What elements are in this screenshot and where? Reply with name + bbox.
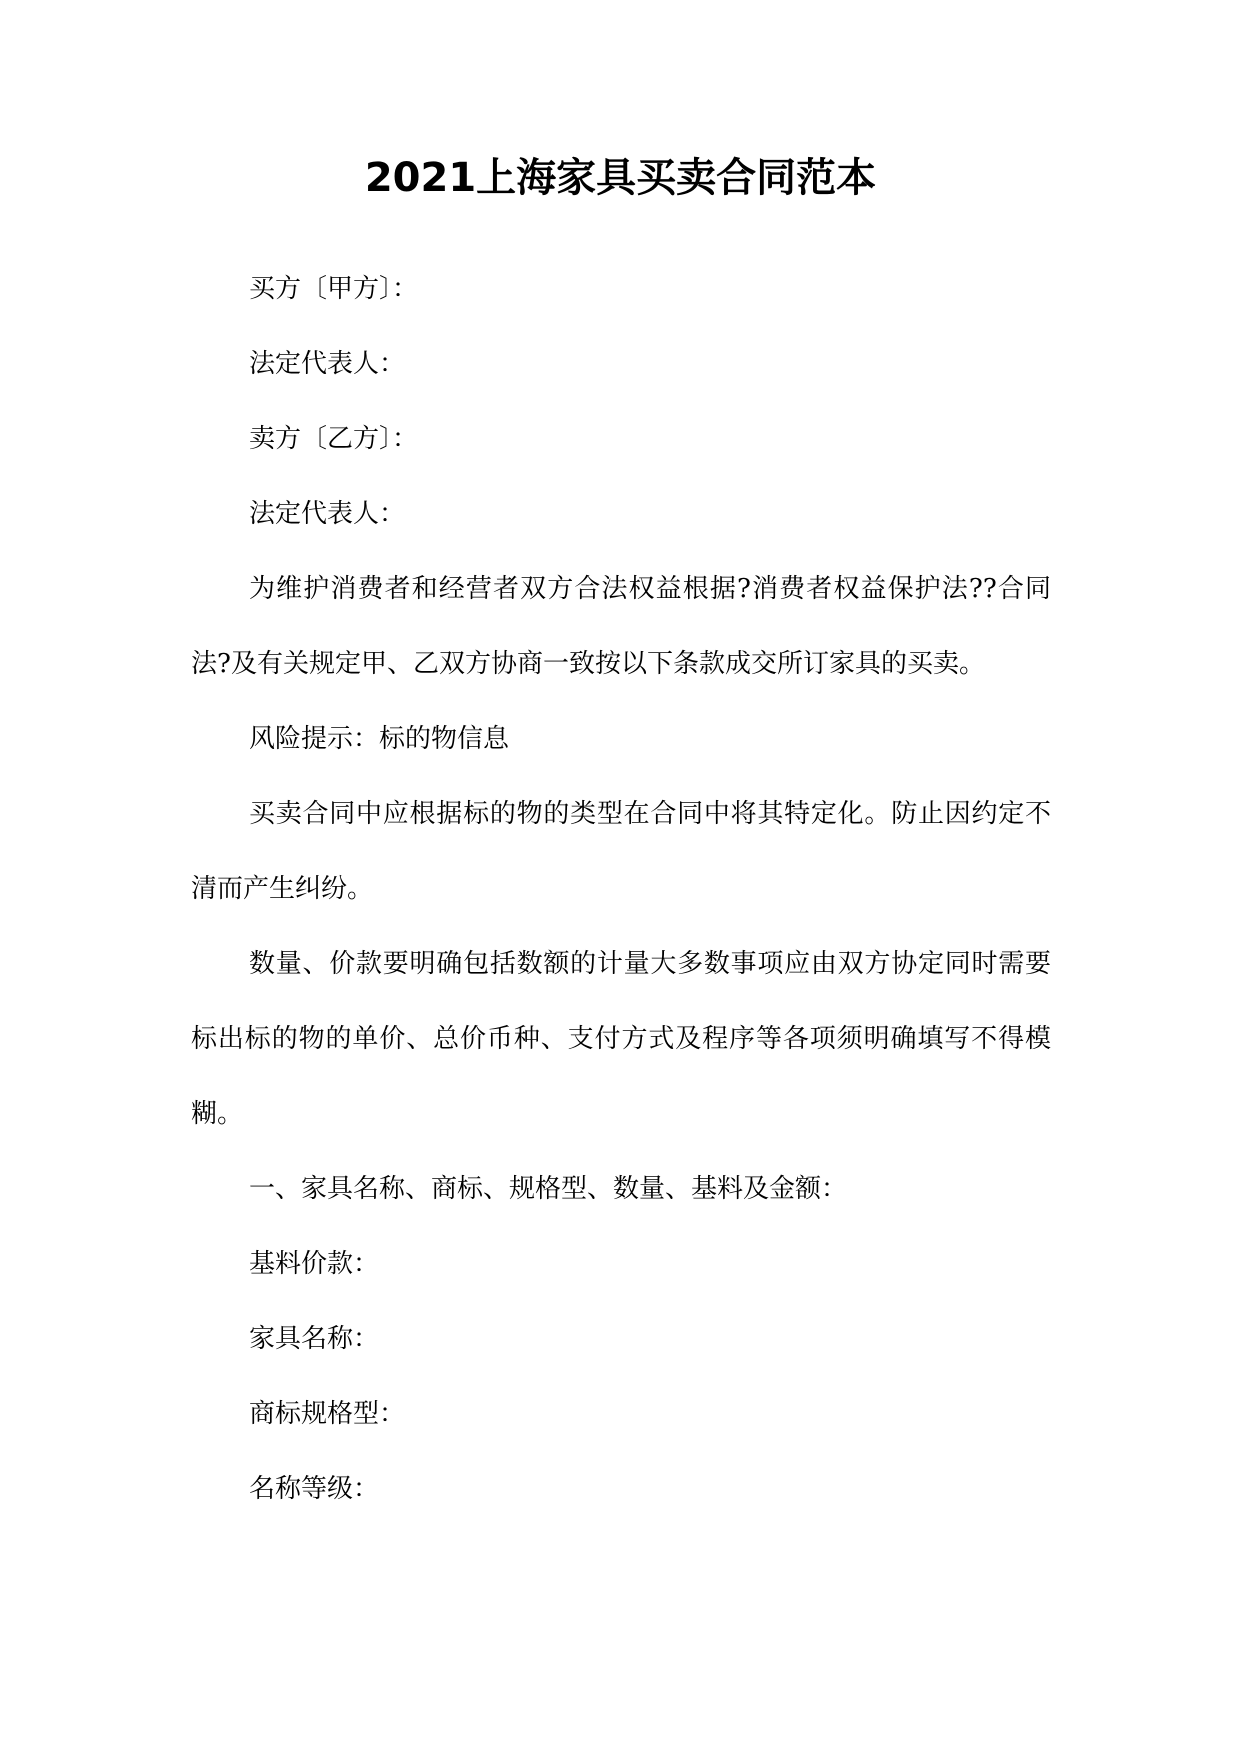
seller-line: 卖方〔乙方〕： bbox=[249, 424, 419, 454]
section-1-heading: 一、家具名称、商标、规格型、数量、基料及金额： bbox=[249, 1174, 848, 1204]
name-grade-line: 名称等级： bbox=[249, 1474, 380, 1504]
buyer-line: 买方〔甲方〕： bbox=[249, 274, 419, 304]
buyer-legal-representative-line: 法定代表人： bbox=[249, 349, 406, 379]
document-title: 2021上海家具买卖合同范本 bbox=[364, 155, 877, 201]
trademark-spec-line: 商标规格型： bbox=[249, 1399, 406, 1429]
seller-legal-representative-line: 法定代表人： bbox=[249, 499, 406, 529]
document-body bbox=[191, 252, 1051, 1527]
preamble-paragraph: 为维护消费者和经营者双方合法权益根据?消费者权益保护法??合同法?及有关规定甲、乙双方协商一致按以下条款成交所订家具的买卖。 bbox=[191, 574, 1051, 679]
risk-notice-heading: 风险提示：标的物信息 bbox=[249, 724, 510, 754]
furniture-name-line: 家具名称： bbox=[249, 1324, 380, 1354]
base-material-price-line: 基料价款： bbox=[249, 1249, 380, 1279]
risk-notice-paragraph-2: 数量、价款要明确包括数额的计量大多数事项应由双方协定同时需要标出标的物的单价、总价币种、支付方式及程序等各项须明确填写不得模糊。 bbox=[191, 949, 1051, 1129]
risk-notice-paragraph-1: 买卖合同中应根据标的物的类型在合同中将其特定化。防止因约定不清而产生纠纷。 bbox=[191, 799, 1051, 904]
